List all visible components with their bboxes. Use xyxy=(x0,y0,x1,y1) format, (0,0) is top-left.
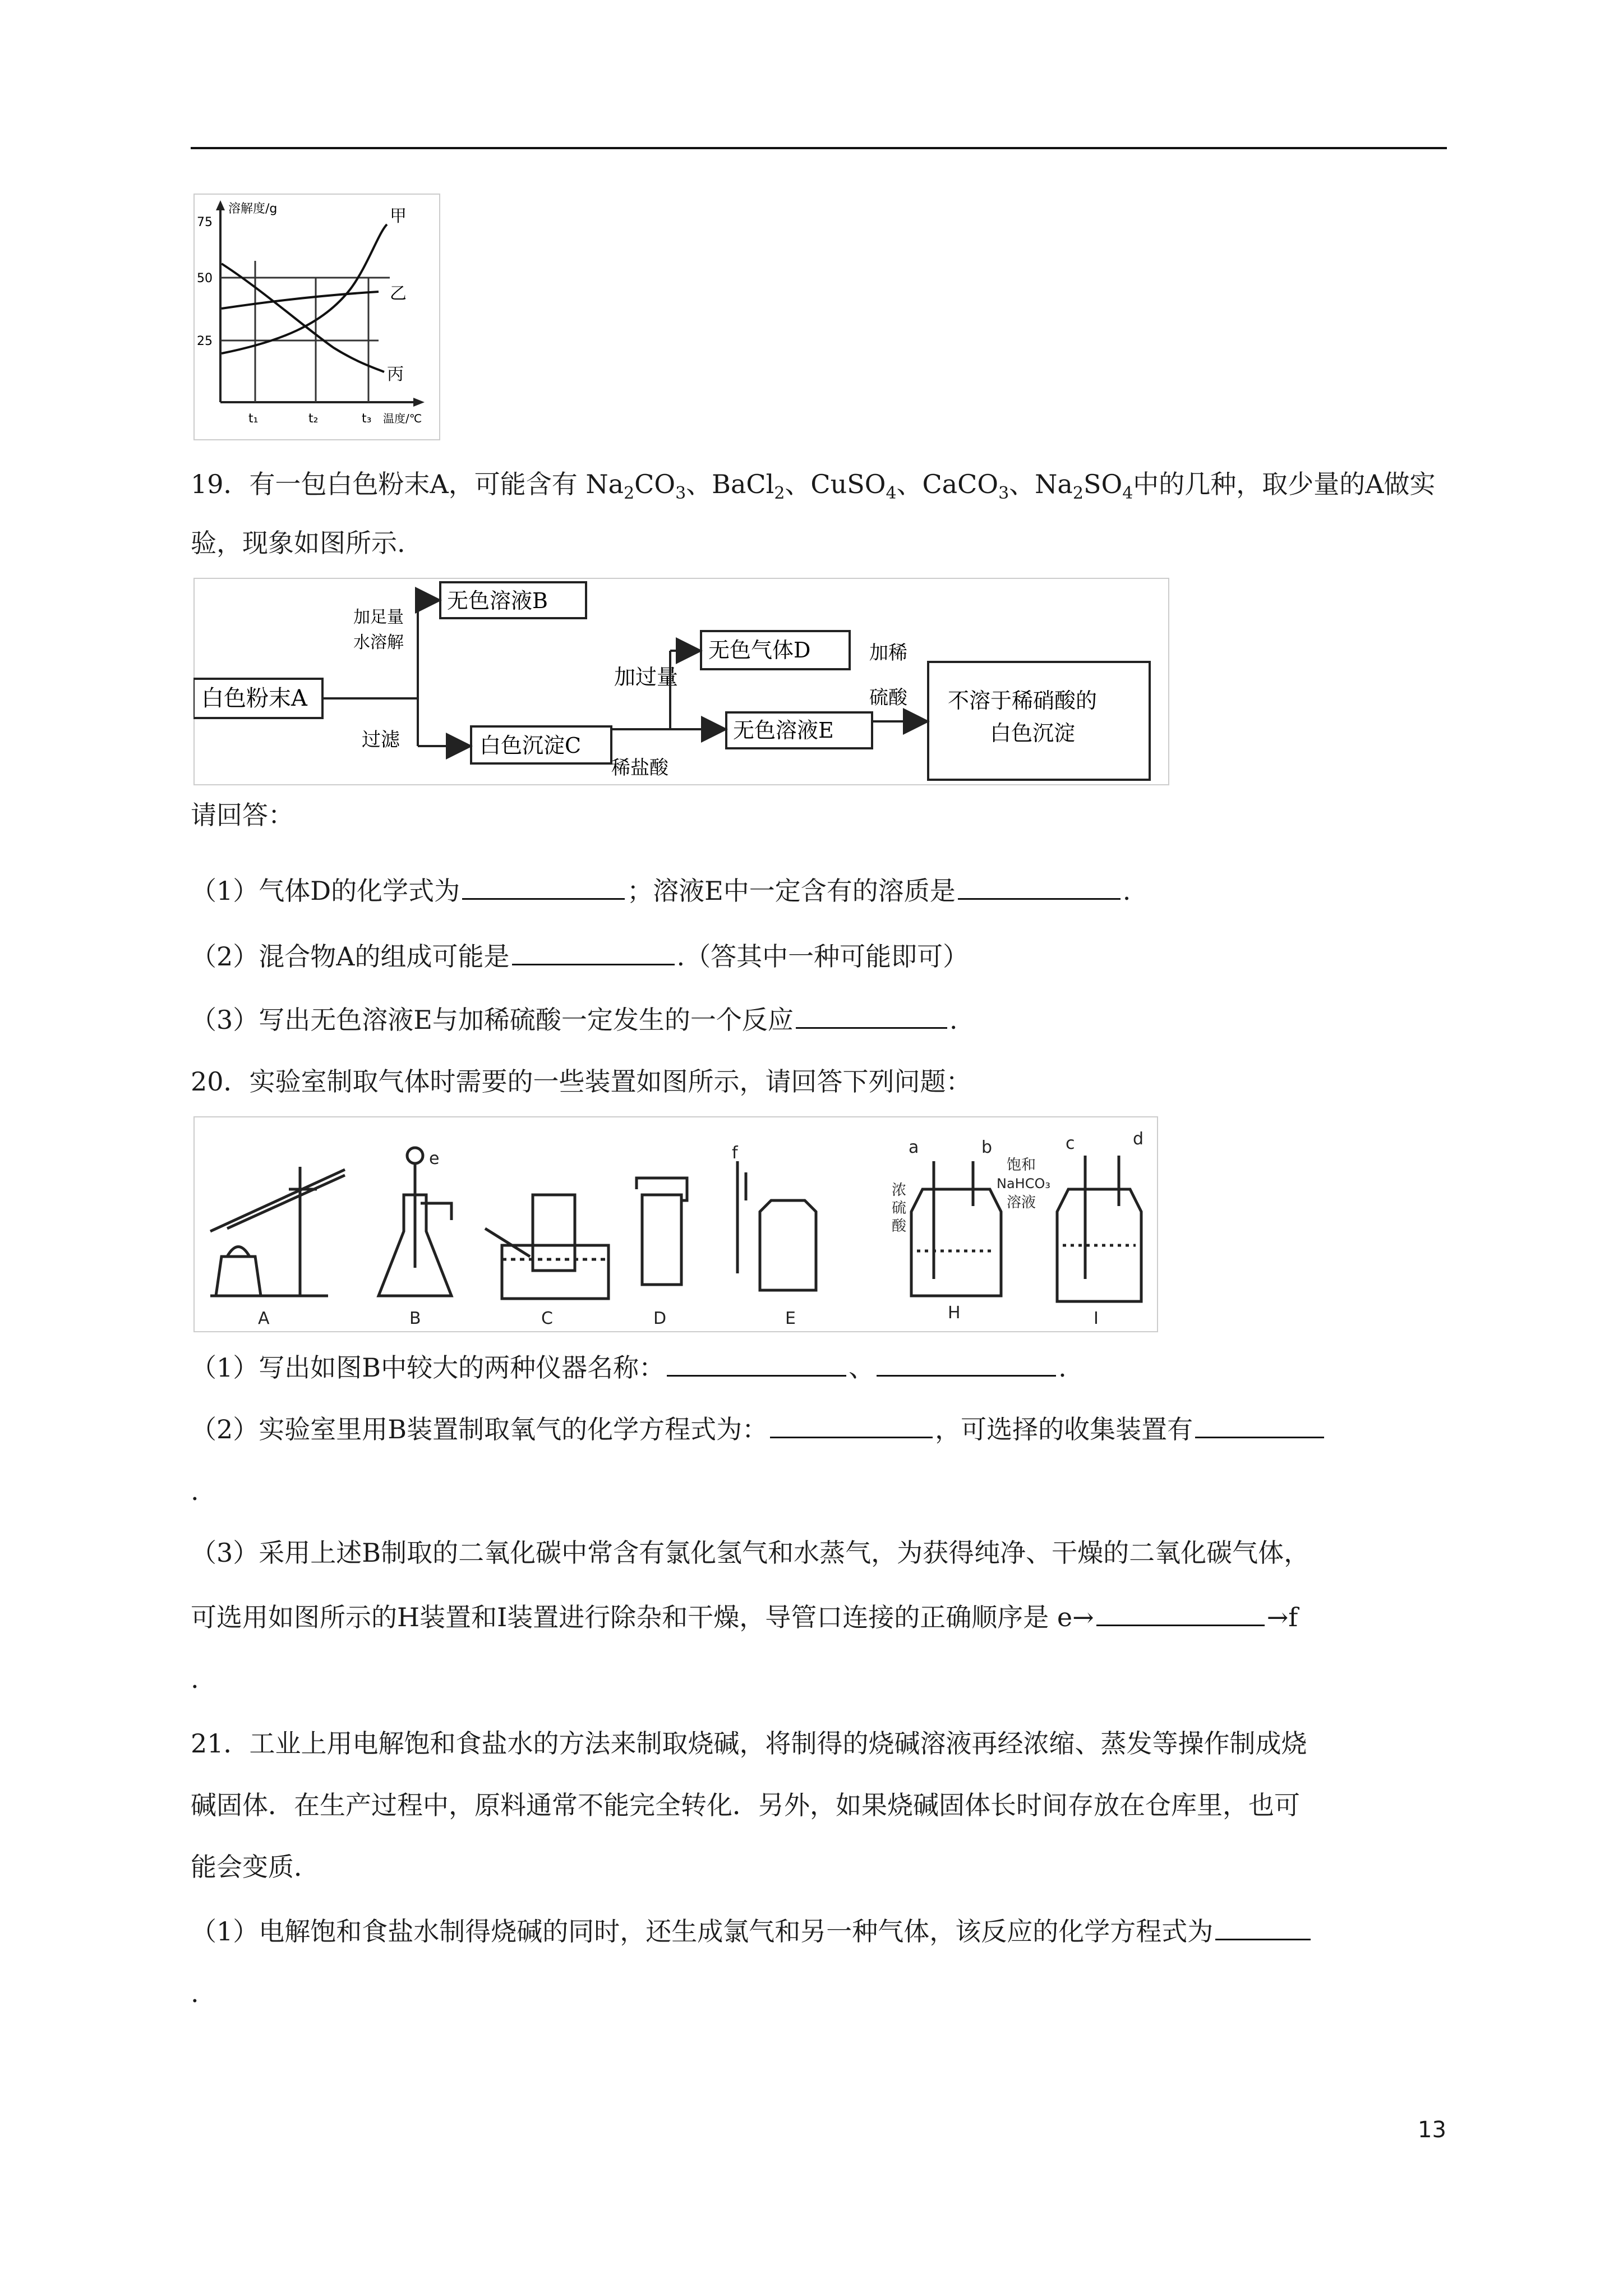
q19-line2: 验，现象如图所示. xyxy=(191,528,405,558)
answer-blank[interactable] xyxy=(1195,1412,1324,1438)
svg-text:稀盐酸: 稀盐酸 xyxy=(611,757,668,779)
label-h: H xyxy=(948,1303,961,1323)
q19-sub2: （2）混合物A的组成可能是 .（答其中一种可能即可） xyxy=(191,938,1447,975)
x-tick-t3: t₃ xyxy=(362,412,372,426)
q20-sub1: （1）写出如图B中较大的两种仪器名称： 、 . xyxy=(191,1349,1447,1386)
svg-text:饱和: 饱和 xyxy=(1007,1157,1036,1174)
svg-text:白色粉末A: 白色粉末A xyxy=(201,685,307,711)
label-d: D xyxy=(653,1309,667,1328)
series-yi-label: 乙 xyxy=(390,284,407,303)
q19-flow-diagram xyxy=(193,578,1169,785)
svg-text:硫: 硫 xyxy=(892,1200,907,1217)
answer-blank[interactable] xyxy=(958,873,1121,900)
q21-line1: 21．工业上用电解饱和食盐水的方法来制取烧碱，将制得的烧碱溶液再经浓缩、蒸发等操作制成烧 xyxy=(191,1728,1307,1759)
svg-text:NaHCO₃: NaHCO₃ xyxy=(997,1176,1050,1191)
q20-sub3-end: . xyxy=(191,1664,199,1694)
svg-text:无色溶液B: 无色溶液B xyxy=(447,588,548,613)
y-axis-label: 溶解度/g xyxy=(228,202,278,216)
q20-title: 20．实验室制取气体时需要的一些装置如图所示，请回答下列问题： xyxy=(191,1066,972,1097)
q21-sub1: （1）电解饱和食盐水制得烧碱的同时，还生成氯气和另一种气体，该反应的化学方程式为 xyxy=(191,1913,1447,1950)
q19-line1: 19．有一包白色粉末A，可能含有 $Na_2CO_3$、BaCl$_2$、CuSO$_4$、CaCO$_3$、$Na_2SO_4$中的几种，取少量的A做实 xyxy=(191,469,1436,504)
port-e: e xyxy=(429,1149,440,1168)
answer-blank[interactable] xyxy=(1096,1600,1265,1626)
answer-blank[interactable] xyxy=(796,1002,947,1029)
q19-sub3: （3）写出无色溶液E与加稀硫酸一定发生的一个反应 . xyxy=(191,1001,1447,1038)
label-a: A xyxy=(258,1309,270,1328)
svg-text:无色气体D: 无色气体D xyxy=(708,638,811,662)
answer-blank[interactable] xyxy=(770,1412,933,1438)
port-a: a xyxy=(909,1138,919,1157)
svg-text:加过量: 加过量 xyxy=(614,665,679,689)
svg-text:加足量: 加足量 xyxy=(353,608,404,627)
svg-text:不溶于稀硝酸的: 不溶于稀硝酸的 xyxy=(948,688,1098,713)
svg-text:过滤: 过滤 xyxy=(362,729,400,751)
y-tick-50: 50 xyxy=(197,272,213,286)
q19-sub1: （1）气体D的化学式为 ；溶液E中一定含有的溶质是 . xyxy=(191,872,1447,909)
answer-blank[interactable] xyxy=(667,1350,846,1377)
svg-text:酸: 酸 xyxy=(892,1218,907,1235)
series-bing-label: 丙 xyxy=(387,365,404,384)
svg-text:白色沉淀: 白色沉淀 xyxy=(990,721,1076,746)
page-number: 13 xyxy=(1418,2117,1446,2143)
svg-text:硫酸: 硫酸 xyxy=(869,687,907,709)
svg-text:无色溶液E: 无色溶液E xyxy=(733,718,834,743)
q20-sub2: （2）实验室里用B装置制取氧气的化学方程式为： ，可选择的收集装置有 xyxy=(191,1411,1447,1448)
answer-blank[interactable] xyxy=(1215,1914,1311,1940)
header-rule xyxy=(191,147,1447,149)
q20-sub3-line2: 可选用如图所示的H装置和I装置进行除杂和干燥，导管口连接的正确顺序是 e→ →f xyxy=(191,1599,1447,1636)
x-tick-t2: t₂ xyxy=(308,412,319,426)
series-jia-label: 甲 xyxy=(390,206,407,226)
q20-sub2-end: . xyxy=(191,1476,199,1506)
y-tick-25: 25 xyxy=(197,334,213,348)
x-axis-label: 温度/℃ xyxy=(383,412,422,425)
solubility-chart xyxy=(193,194,440,440)
port-f: f xyxy=(732,1143,738,1163)
answer-blank[interactable] xyxy=(512,939,675,965)
q20-sub3-line1: （3）采用上述B制取的二氧化碳中常含有氯化氢气和水蒸气，为获得纯净、干燥的二氧化碳气体， xyxy=(191,1538,1310,1568)
q20-apparatus-figure xyxy=(193,1116,1158,1332)
y-tick-75: 75 xyxy=(197,215,213,229)
label-b: B xyxy=(409,1309,421,1328)
svg-text:水溶解: 水溶解 xyxy=(353,633,404,652)
q21-line2: 碱固体．在生产过程中，原料通常不能完全转化．另外，如果烧碱固体长时间存放在仓库里，也可 xyxy=(191,1790,1300,1820)
label-c: C xyxy=(541,1309,553,1328)
svg-text:加稀: 加稀 xyxy=(869,642,907,664)
x-tick-t1: t₁ xyxy=(248,412,259,426)
q21-sub1-end: . xyxy=(191,1978,199,2008)
svg-text:白色沉淀C: 白色沉淀C xyxy=(479,733,582,758)
svg-text:浓: 浓 xyxy=(892,1182,907,1199)
answer-blank[interactable] xyxy=(462,873,625,900)
label-e: E xyxy=(785,1309,796,1328)
port-c: c xyxy=(1066,1134,1075,1153)
answer-blank[interactable] xyxy=(877,1350,1056,1377)
port-b: b xyxy=(981,1138,993,1157)
label-i: I xyxy=(1094,1309,1099,1328)
port-d: d xyxy=(1133,1129,1144,1149)
q21-line3: 能会变质． xyxy=(191,1852,320,1882)
svg-text:溶液: 溶液 xyxy=(1007,1194,1036,1211)
q19-prompt: 请回答： xyxy=(191,800,294,830)
